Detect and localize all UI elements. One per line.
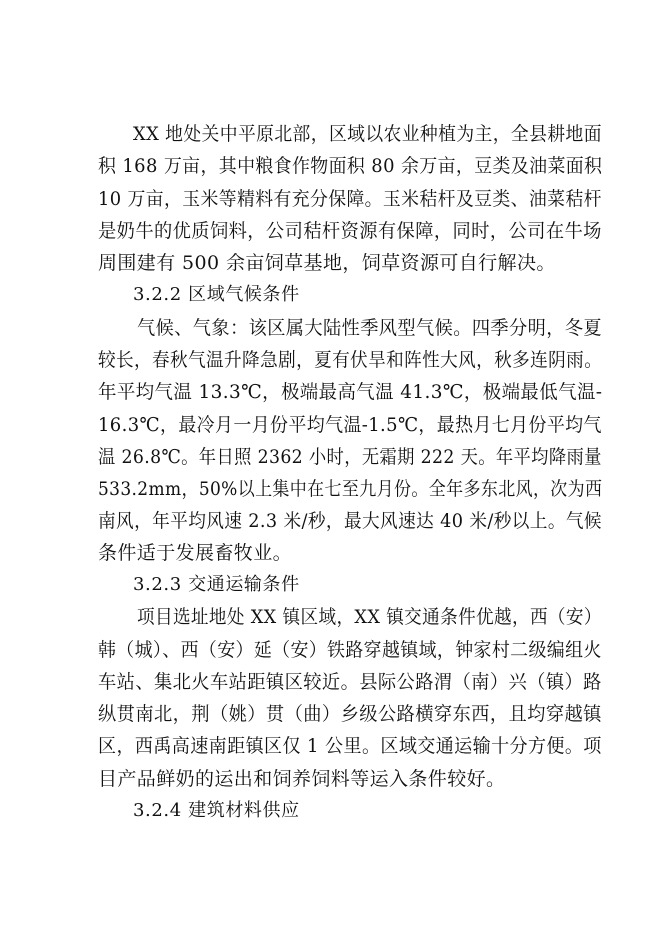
text-line: 韩（城）、西（安）延（安）铁路穿越镇域，钟家村二级编组火 (98, 639, 602, 661)
section-heading-3-2-3: 3.2.3 交通运输条件 (133, 574, 300, 595)
text-line: 16.3℃，最冷月一月份平均气温-1.5℃，最热月七月份平均气 (98, 414, 602, 436)
text-line: 周围建有 500 余亩饲草基地，饲草资源可自行解决。 (98, 252, 556, 274)
text-line: 目产品鲜奶的运出和饲养饲料等运入条件较好。 (98, 768, 506, 790)
text-line: 气候、气象：该区属大陆性季风型气候。四季分明，冬夏 (137, 317, 603, 339)
text-line: 积 168 万亩，其中粮食作物面积 80 余万亩，豆类及油菜面积 (98, 155, 603, 177)
text-line: 年平均气温 13.3℃，极端最高气温 41.3℃，极端最低气温- (98, 381, 603, 403)
text-line: 10 万亩，玉米等精料有充分保障。玉米秸杆及豆类、油菜秸杆 (98, 188, 602, 210)
text-line: 较长，春秋气温升降急剧，夏有伏旱和阵性大风，秋多连阴雨。 (98, 349, 603, 371)
text-line: 是奶牛的优质饲料，公司秸杆资源有保障，同时，公司在牛场 (98, 220, 602, 242)
section-heading-3-2-2: 3.2.2 区域气候条件 (133, 284, 300, 305)
section-heading-3-2-4: 3.2.4 建筑材料供应 (133, 800, 300, 821)
text-line: 项目选址地处 XX 镇区域，XX 镇交通条件优越，西（安） (137, 606, 602, 628)
text-line: 533.2mm，50%以上集中在七至九月份。全年多东北风，次为西 (98, 478, 603, 500)
text-line: 纵贯南北，荆（姚）贯（曲）乡级公路横穿东西，且均穿越镇 (98, 703, 602, 725)
text-line: 温 26.8℃。年日照 2362 小时，无霜期 222 天。年平均降雨量 (98, 446, 602, 468)
text-line: 条件适于发展畜牧业。 (98, 542, 293, 564)
text-line: 车站、集北火车站距镇区较近。县际公路渭（南）兴（镇）路 (98, 671, 602, 693)
text-line: 南风，年平均风速 2.3 米/秒，最大风速达 40 米/秒以上。气候 (98, 510, 602, 532)
text-line: XX 地处关中平原北部，区域以农业种植为主，全县耕地面 (133, 123, 602, 145)
text-line: 区，西禹高速南距镇区仅 1 公里。区域交通运输十分方便。项 (98, 735, 602, 757)
